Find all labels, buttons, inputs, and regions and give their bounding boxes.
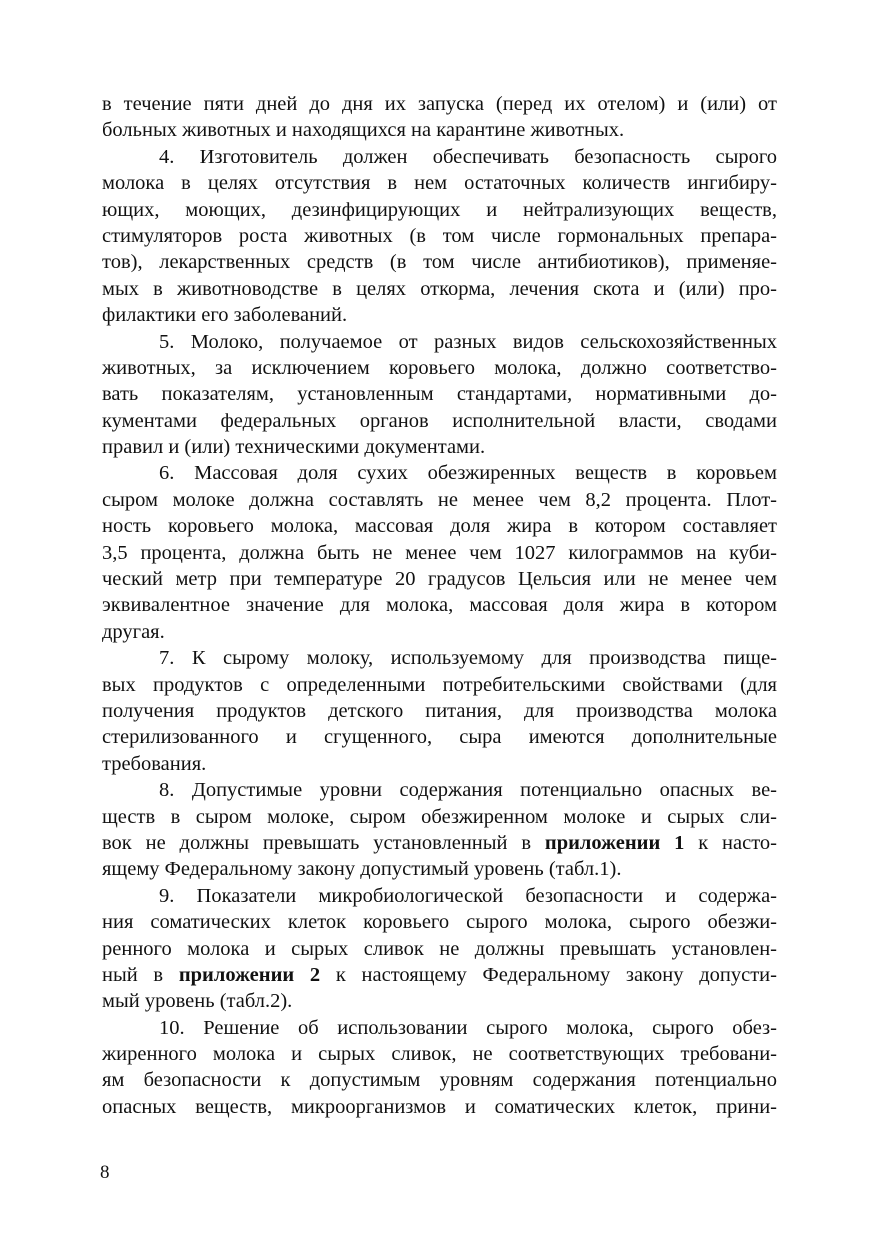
text-line: опасных веществ, микроорганизмов и соматических клеток, прини- [102, 1095, 777, 1118]
paragraph-9-start: 9. Показатели микробиологической безопасности и содержа- [159, 884, 777, 907]
text-fragment: к насто- [684, 831, 777, 854]
text-line: правил и (или) техническими документами. [102, 436, 486, 459]
text-line: ящему Федеральному закону допустимый уровень (табл.1). [102, 858, 622, 881]
text-line: кументами федеральных органов исполнительной власти, сводами [102, 409, 777, 432]
text-line: стерилизованного и сгущенного, сыра имеются дополнительные [102, 726, 777, 749]
text-fragment: ный в [102, 963, 179, 986]
text-line: вать показателям, установленным стандартами, нормативными до- [102, 383, 777, 406]
text-fragment: вок не должны превышать установленный в [102, 831, 545, 854]
text-line [102, 830, 777, 856]
text-line: требования. [102, 752, 207, 775]
paragraph-6-start: 6. Массовая доля сухих обезжиренных веществ в коровьем [159, 462, 777, 485]
text-line: вых продуктов с определенными потребительскими свойствами (для [102, 673, 777, 696]
text-line: ренного молока и сырых сливок не должны превышать установлен- [102, 937, 777, 960]
text-line: мый уровень (табл.2). [102, 990, 293, 1013]
text-line: стимуляторов роста животных (в том числе гормональных препара- [102, 224, 777, 247]
text-line: филактики его заболеваний. [102, 304, 348, 327]
text-line: ния соматических клеток коровьего сырого молока, сырого обезжи- [102, 911, 777, 934]
appendix-2-reference: приложении 2 [178, 963, 321, 986]
text-line: ческий метр при температуре 20 градусов Цельсия или не менее чем [102, 568, 777, 591]
document-page [102, 91, 777, 1120]
text-line [102, 962, 777, 988]
paragraph-10-start: 10. Решение об использовании сырого молока, сырого обез- [159, 1016, 777, 1039]
text-line: молока в целях отсутствия в нем остаточных количеств ингибиру- [102, 172, 777, 195]
text-line: больных животных и находящихся на карантине животных. [102, 119, 625, 142]
text-line: получения продуктов детского питания, для производства молока [102, 699, 777, 722]
text-line: эквивалентное значение для молока, массовая доля жира в котором [102, 594, 777, 617]
text-line: ям безопасности к допустимым уровням содержания потенциально [102, 1069, 777, 1092]
text-line: животных, за исключением коровьего молока, должно соответство- [102, 356, 777, 379]
text-line: другая. [102, 620, 165, 643]
text-line: мых в животноводстве в целях откорма, лечения скота и (или) про- [102, 277, 777, 300]
paragraph-7-start: 7. К сырому молоку, используемому для производства пище- [159, 647, 777, 670]
text-line: сыром молоке должна составлять не менее чем 8,2 процента. Плот- [102, 488, 777, 511]
text-line: жиренного молока и сырых сливок, не соответствующих требовани- [102, 1043, 777, 1066]
paragraph-4-start: 4. Изготовитель должен обеспечивать безопасность сырого [159, 145, 777, 168]
text-line: ществ в сыром молоке, сыром обезжиренном молоке и сырых сли- [102, 805, 777, 828]
text-line: тов), лекарственных средств (в том числе антибиотиков), применяе- [102, 251, 777, 274]
appendix-1-reference: приложении 1 [544, 831, 685, 854]
text-line: ность коровьего молока, массовая доля жира в котором составляет [102, 515, 777, 538]
text-line: 3,5 процента, должна быть не менее чем 1027 килограммов на куби- [102, 541, 777, 564]
text-line: в течение пяти дней до дня их запуска (перед их отелом) и (или) от [102, 93, 777, 115]
page-number: 8 [100, 1162, 110, 1183]
paragraph-8-start: 8. Допустимые уровни содержания потенциально опасных ве- [159, 779, 777, 802]
text-line: ющих, моющих, дезинфицирующих и нейтрализующих веществ, [102, 198, 777, 221]
text-fragment: к настоящему Федеральному закону допусти- [320, 963, 777, 986]
paragraph-5-start: 5. Молоко, получаемое от разных видов сельскохозяйственных [159, 330, 777, 353]
